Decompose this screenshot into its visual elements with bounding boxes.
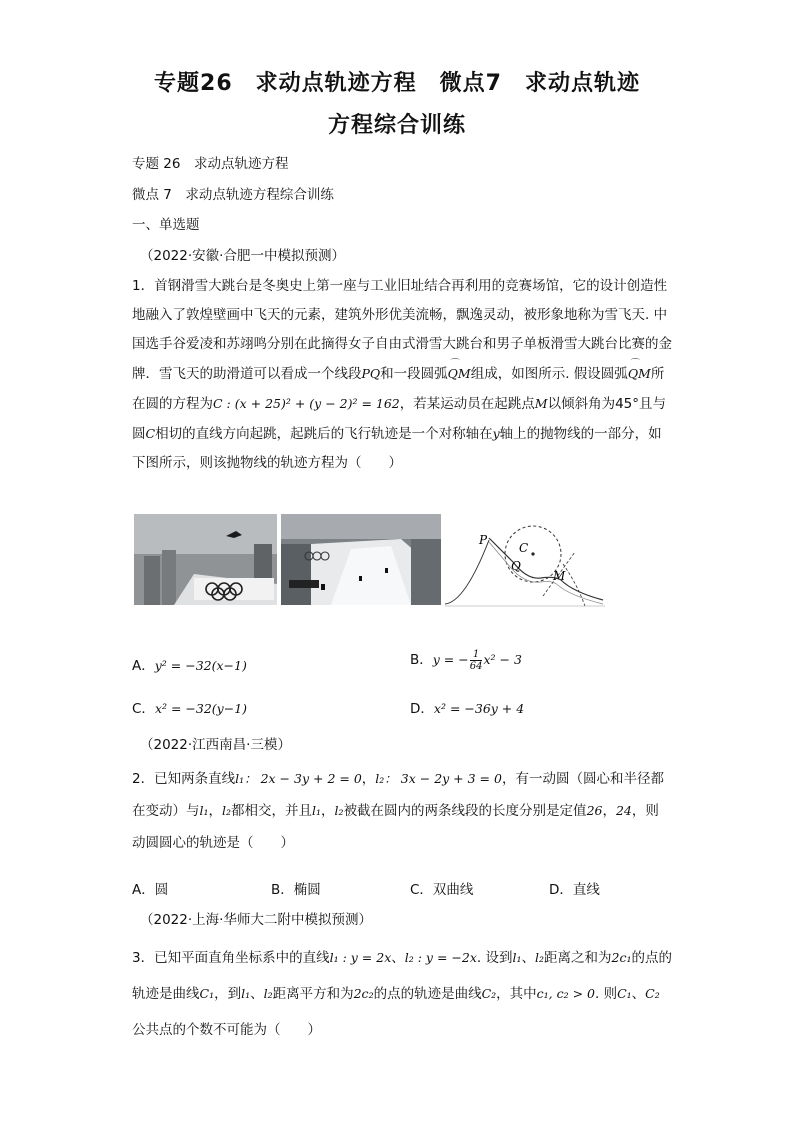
q2-option-a[interactable]: A．圆 <box>132 882 169 898</box>
q1-option-a[interactable]: A．y² = −32(x−1) <box>132 658 247 674</box>
topic-line: 专题 26 求动点轨迹方程 <box>132 156 289 172</box>
svg-text:C: C <box>519 541 529 555</box>
title-line-2: 方程综合训练 <box>327 113 466 138</box>
ski-jump-photo-1 <box>134 514 277 605</box>
q1-option-d[interactable]: D．x² = −36y + 4 <box>410 701 525 717</box>
subtopic-line: 微点 7 求动点轨迹方程综合训练 <box>132 187 334 203</box>
title-line-1: 专题26 求动点轨迹方程 微点7 求动点轨迹 <box>154 71 640 96</box>
section-heading: 一、单选题 <box>132 217 200 233</box>
q2-option-d[interactable]: D．直线 <box>549 882 600 898</box>
q1-option-b[interactable]: B．y = − $\frac{1}{64}$ x² − 3 <box>410 648 522 672</box>
q2-source: （2022·江西南昌·三模） <box>140 737 291 753</box>
q2-option-c[interactable]: C．双曲线 <box>410 882 474 898</box>
q1-source: （2022·安徽·合肥一中模拟预测） <box>140 248 345 264</box>
ski-jump-photo-2 <box>281 514 441 605</box>
q1-option-c[interactable]: C．x² = −32(y−1) <box>132 701 248 717</box>
svg-text:Q: Q <box>511 559 521 573</box>
q2-option-b[interactable]: B．椭圆 <box>271 882 321 898</box>
q2-text: 2．已知两条直线l₁： 2x − 3y + 2 = 0，l₂： 3x − 2y + 3 = 0，有一动圆（圆心和半径都在变动）与l₁，l₂都相交，并且l₁，l₂被截在圆内的两条线段的长度分别是定值26，24，则动圆圆心的轨迹是（ ） <box>132 771 664 851</box>
q3-source: （2022·上海·华师大二附中模拟预测） <box>140 912 372 928</box>
q3-text: 3．已知平面直角坐标系中的直线l₁ : y = 2x、l₂ : y = −2x. 设到l₁、l₂距离之和为2c₁的点的轨迹是曲线C₁，到l₁、l₂距离平方和为2c₂的点的轨迹是曲线C₂，其中c₁, c₂ > 0. 则C₁、C₂公共点的个数不可能为（ ） <box>132 950 672 1038</box>
q1-text: 1．首钢滑雪大跳台是冬奥史上第一座与工业旧址结合再利用的竞赛场馆，它的设计创造性地融入了敦煌壁画中飞天的元素，建筑外形优美流畅，飘逸灵动，被形象地称为雪飞天. 中国选手谷爱凌和苏翊鸣分别在此摘得女子自由式滑雪大跳台和男子单板滑雪大跳台比赛的金牌．雪飞天的助滑道可以看成一个线段PQ和一段圆弧⌒ QM组成，如图所示. 假设圆弧⌒ QM所在圆的方程为C : (x + 25)² + (y − 2)² = 162，若某运动员在起跳点M以倾斜角为45°且与圆C相切的直线方向起跳，起跳后的飞行轨迹是一个对称轴在y轴上的抛物线的一部分，如下图所示，则该抛物线的轨迹方程为（ ） <box>132 272 672 478</box>
svg-text:P: P <box>479 533 488 547</box>
slope-circle-diagram <box>445 514 605 614</box>
svg-text:M: M <box>553 569 566 583</box>
